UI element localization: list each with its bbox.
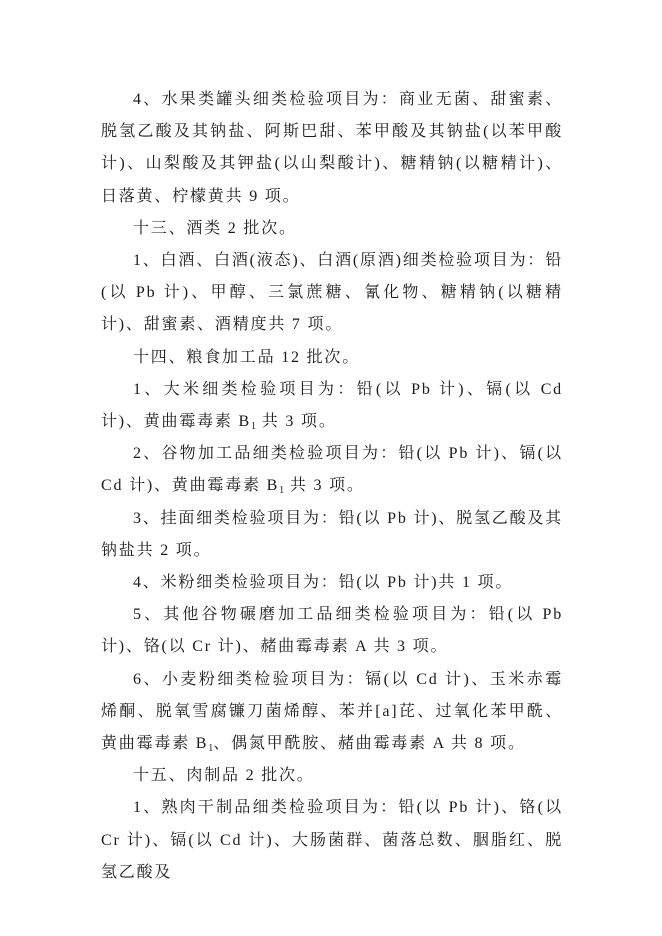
paragraph-wheat-flour	[101, 664, 563, 761]
paragraph-grain-products	[101, 438, 563, 502]
section-heading-liquor	[101, 213, 563, 245]
paragraph-text: 4、水果类罐头细类检验项目为：商业无菌、甜蜜素、脱氢乙酸及其钠盐、阿斯巴甜、苯甲酸及其钠盐(以苯甲酸计)、山梨酸及其钾盐(以山梨酸计)、糖精钠(以糖精计)、日落黄、柠檬黄共 9 项。	[101, 91, 563, 205]
paragraph-text: 共 3 项。	[284, 477, 365, 495]
paragraph-text: 1、大米细类检验项目为：铅(以 Pb 计)、镉(以 Cd 计)、黄曲霉毒素 B	[101, 380, 563, 431]
paragraph-text: 1、熟肉干制品细类检验项目为：铅(以 Pb 计)、铬(以 Cr 计)、镉(以 Cd 计)、大肠菌群、菌落总数、胭脂红、脱氢乙酸及	[101, 799, 563, 881]
paragraph-text: 3、挂面细类检验项目为：铅(以 Pb 计)、脱氢乙酸及其钠盐共 2 项。	[101, 509, 563, 559]
paragraph-baijiu	[101, 245, 563, 342]
paragraph-dried-meat	[101, 792, 563, 889]
paragraph-text: 2、谷物加工品细类检验项目为：铅(以 Pb 计)、镉(以 Cd 计)、黄曲霉毒素 B	[101, 445, 563, 495]
paragraph-text: 1、白酒、白酒(液态)、白酒(原酒)细类检验项目为：铅(以 Pb 计)、甲醇、三氯蔗糖、氰化物、糖精钠(以糖精计)、甜蜜素、酒精度共 7 项。	[101, 252, 563, 334]
paragraph-rice	[101, 374, 563, 438]
heading-text: 十四、粮食加工品 12 批次。	[133, 348, 361, 366]
paragraph-text: 、偶氮甲酰胺、赭曲霉毒素 A 共 8 项。	[213, 735, 526, 753]
subscript: 1	[208, 743, 214, 755]
heading-text: 十三、酒类 2 批次。	[133, 219, 297, 237]
subscript: 1	[251, 421, 257, 433]
paragraph-text: 共 3 项。	[256, 413, 337, 431]
section-heading-grain	[101, 342, 563, 374]
document-page	[101, 84, 563, 889]
paragraph-text: 4、米粉细类检验项目为：铅(以 Pb 计)共 1 项。	[133, 574, 514, 592]
paragraph-rice-noodles	[101, 567, 563, 599]
paragraph-canned-fruit	[101, 84, 563, 213]
subscript: 1	[279, 485, 285, 497]
paragraph-text: 6、小麦粉细类检验项目为：镉(以 Cd 计)、玉米赤霉烯酮、脱氧雪腐镰刀菌烯醇、苯并[a]芘、过氧化苯甲酰、黄曲霉毒素 B	[101, 670, 563, 753]
section-heading-meat	[101, 760, 563, 792]
paragraph-other-grains	[101, 599, 563, 663]
paragraph-noodles	[101, 503, 563, 567]
heading-text: 十五、肉制品 2 批次。	[133, 767, 315, 785]
paragraph-text: 5、其他谷物碾磨加工品细类检验项目为：铅(以 Pb 计)、铬(以 Cr 计)、赭曲霉毒素 A 共 3 项。	[101, 606, 563, 656]
